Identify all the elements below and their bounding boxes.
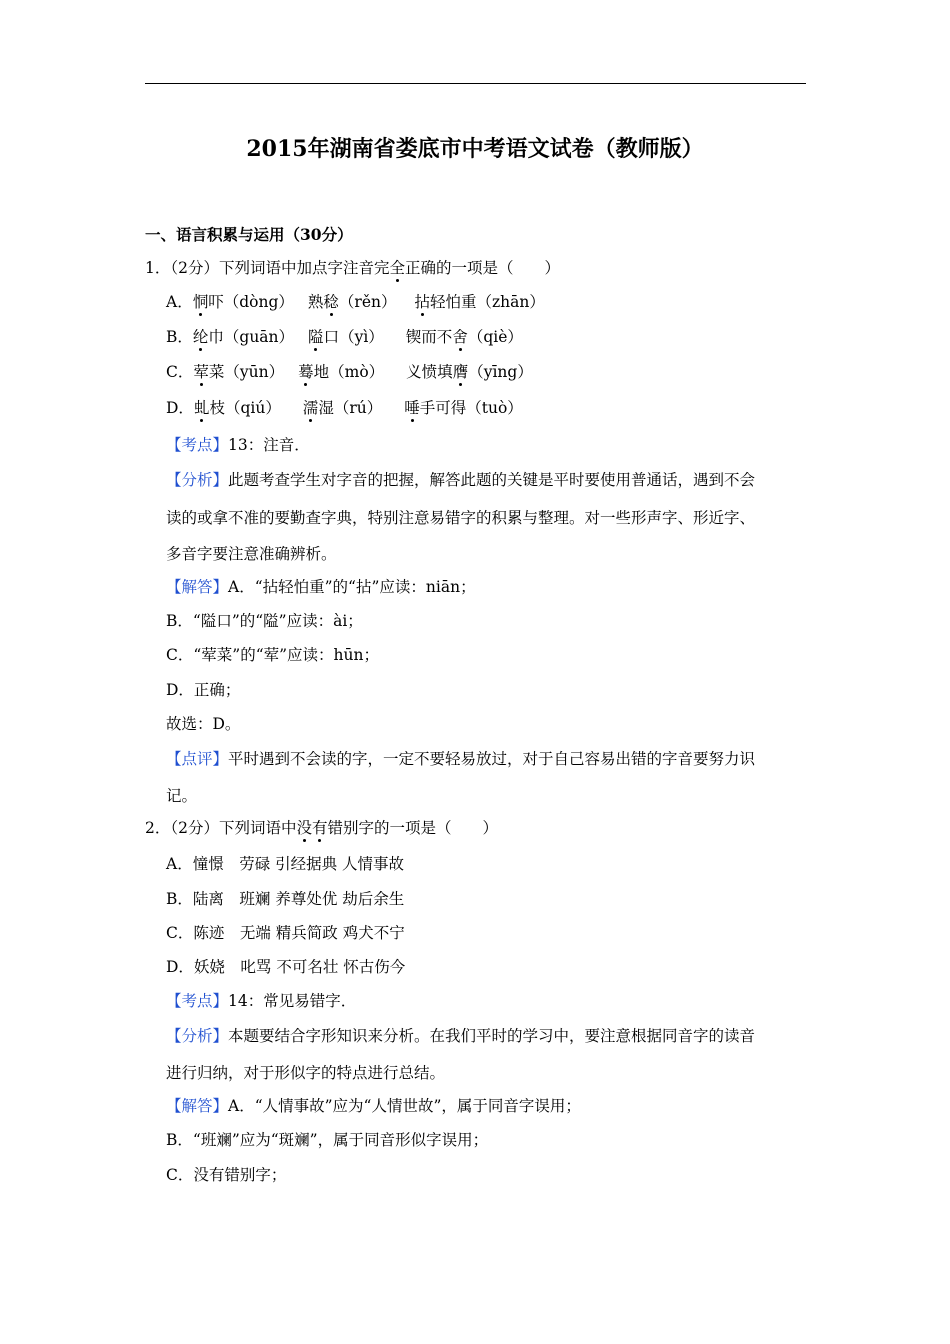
q1-fenxi-line2: 读的或拿不准的要勤查字典，特别注意易错字的积累与整理。对一些形声字、形近字、 [166, 509, 756, 527]
q1-jieda-line3: C．“荤菜”的“荤”应读：hūn； [166, 646, 380, 664]
q1-fenxi-line3: 多音字要注意准确辨析。 [166, 545, 337, 563]
q2-fenxi-line2: 进行归纳，对于形似字的特点进行总结。 [166, 1064, 446, 1082]
q1-option-a: A．恫吓（dòng） 熟稔（rěn） 拈轻怕重（zhān） [166, 293, 545, 311]
fenxi-tag: 【分析】 [166, 1027, 229, 1045]
q2-jieda: 【解答】A．“人情事故”应为“人情世故”，属于同音字误用； [166, 1097, 581, 1115]
q2-option-d: D．妖娆 叱骂 不可名壮 怀古伤今 [166, 958, 406, 976]
q1-kaodian: 【考点】13：注音． [166, 436, 310, 454]
question-1-stem: 1．（2分）下列词语中加点字注音完全正确的一项是（ ） [145, 259, 561, 277]
header-rule [145, 83, 806, 84]
q1-dianping-line2: 记。 [166, 787, 198, 805]
q1-option-d: D．虬枝（qiú） 濡湿（rú） 唾手可得（tuò） [166, 399, 523, 417]
q1-jieda-line5: 故选：D。 [166, 715, 241, 733]
q2-jieda-line2: B．“班斓”应为“斑斓”，属于同音形似字误用； [166, 1131, 489, 1149]
kaodian-tag: 【考点】 [166, 992, 229, 1010]
fenxi-tag: 【分析】 [166, 471, 229, 489]
kaodian-tag: 【考点】 [166, 436, 229, 454]
q2-option-c: C．陈迹 无端 精兵简政 鸡犬不宁 [166, 924, 405, 942]
q2-option-a: A．憧憬 劳碌 引经据典 人情事故 [166, 855, 405, 873]
q1-jieda-line2: B．“隘口”的“隘”应读：ài； [166, 612, 363, 630]
section-heading: 一、语言积累与运用（30分） [145, 225, 353, 244]
question-2-stem: 2．（2分）下列词语中没有错别字的一项是（ ） [145, 819, 499, 837]
q1-dianping: 【点评】平时遇到不会读的字，一定不要轻易放过，对于自己容易出错的字音要努力识 [166, 750, 756, 768]
q1-jieda: 【解答】A．“拈轻怕重”的“拈”应读：niān； [166, 578, 476, 596]
q1-option-b: B．纶巾（guān） 隘口（yì） 锲而不舍（qiè） [166, 328, 523, 346]
q2-kaodian: 【考点】14：常见易错字． [166, 992, 357, 1010]
jieda-tag: 【解答】 [166, 578, 229, 596]
q1-fenxi: 【分析】此题考查学生对字音的把握，解答此题的关键是平时要使用普通话，遇到不会 [166, 471, 756, 489]
q2-option-b: B．陆离 班斓 养尊处优 劫后余生 [166, 890, 405, 908]
q2-jieda-line3: C．没有错别字； [166, 1166, 287, 1184]
jieda-tag: 【解答】 [166, 1097, 229, 1115]
q1-option-c: C．荤菜（yūn） 蓦地（mò） 义愤填膺（yīng） [166, 363, 533, 381]
dianping-tag: 【点评】 [166, 750, 229, 768]
page-title: 2015年湖南省娄底市中考语文试卷（教师版） [246, 136, 704, 162]
q1-jieda-line4: D．正确； [166, 681, 241, 699]
q2-fenxi: 【分析】本题要结合字形知识来分析。在我们平时的学习中，要注意根据同音字的读音 [166, 1027, 756, 1045]
